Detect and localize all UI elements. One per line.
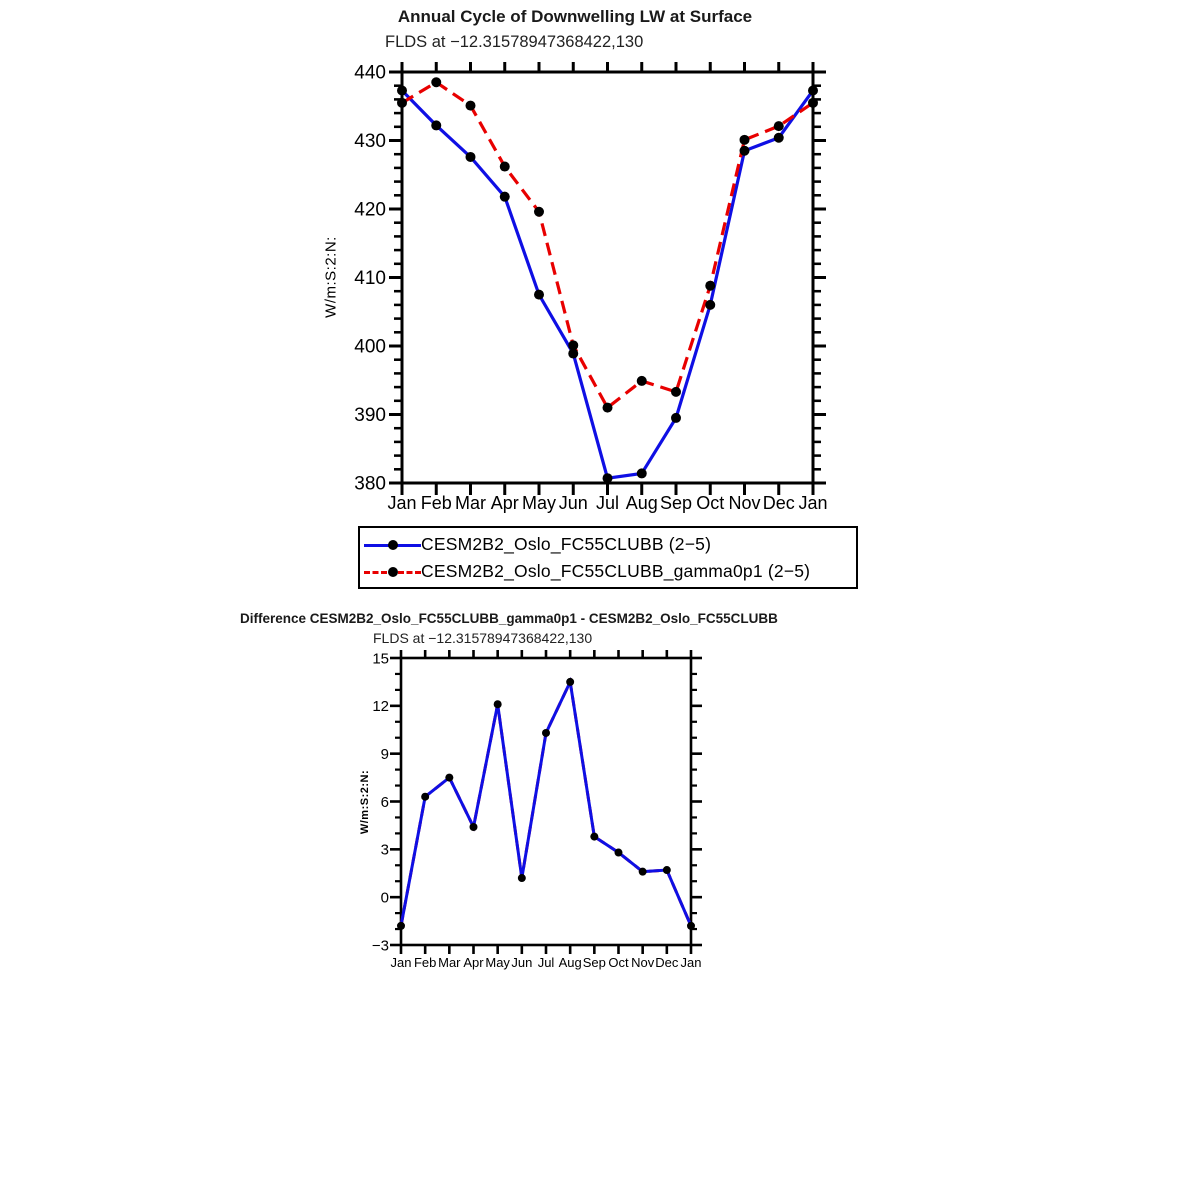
data-point [518, 874, 526, 882]
data-point [671, 413, 681, 423]
data-point [566, 678, 574, 686]
data-point [615, 849, 623, 857]
bottom-chart-subtitle: FLDS at −12.31578947368422,130 [373, 630, 593, 646]
plot-frame [402, 72, 813, 483]
top-chart-title: Annual Cycle of Downwelling LW at Surface [397, 7, 753, 26]
data-point [603, 473, 613, 483]
y-tick-label: 390 [354, 405, 386, 427]
data-point [470, 823, 478, 831]
bottom-chart-y-axis-label: W/m:S:2:N: [359, 769, 371, 835]
legend-row [364, 531, 856, 558]
legend-line-sample-solid [364, 540, 421, 550]
y-tick-label: 0 [380, 889, 389, 907]
data-point [500, 162, 510, 172]
data-point [494, 700, 502, 708]
x-tick-label: Feb [413, 955, 437, 970]
x-tick-label: Dec [762, 493, 795, 513]
data-point [740, 146, 750, 156]
data-point [397, 85, 407, 95]
x-tick-label: May [521, 493, 557, 513]
y-tick-label: 3 [380, 841, 389, 859]
y-tick-label: 430 [354, 131, 386, 153]
data-point [397, 922, 405, 930]
marker-dot-icon [388, 540, 398, 550]
series-line [402, 82, 813, 407]
legend-label: CESM2B2_Oslo_FC55CLUBB (2−5) [421, 534, 712, 554]
data-point [639, 868, 647, 876]
y-tick-label: −3 [371, 937, 389, 955]
x-tick-label: Apr [490, 493, 519, 513]
x-tick-label: Jul [537, 955, 555, 970]
data-point [637, 376, 647, 386]
data-point [445, 774, 453, 782]
data-point [774, 121, 784, 131]
data-point [534, 290, 544, 300]
x-tick-label: Jul [595, 493, 620, 513]
legend-line-sample-dashed [364, 567, 421, 577]
y-tick-label: 400 [354, 336, 386, 358]
data-point [431, 77, 441, 87]
x-tick-label: Oct [608, 955, 629, 970]
series-line [402, 90, 813, 478]
x-tick-label: Jan [390, 955, 412, 970]
data-point [590, 833, 598, 841]
x-tick-label: Sep [582, 955, 606, 970]
x-tick-label: Jun [558, 493, 588, 513]
legend-row [364, 558, 856, 585]
data-point [397, 98, 407, 108]
x-tick-label: Oct [696, 493, 725, 513]
data-point [637, 468, 647, 478]
y-tick-label: 380 [354, 473, 386, 495]
bottom-chart-canvas [330, 640, 720, 975]
series-line [401, 682, 691, 926]
data-point [500, 192, 510, 202]
x-tick-label: Apr [463, 955, 484, 970]
data-point [466, 152, 476, 162]
data-point [808, 98, 818, 108]
data-point [705, 281, 715, 291]
data-point [431, 120, 441, 130]
y-tick-label: 12 [372, 698, 389, 716]
data-point [466, 101, 476, 111]
y-tick-label: 6 [380, 793, 389, 811]
x-tick-label: Dec [655, 955, 679, 970]
data-point [534, 207, 544, 217]
x-tick-label: Jan [387, 493, 417, 513]
data-point [808, 85, 818, 95]
data-point [542, 729, 550, 737]
x-tick-label: Nov [728, 493, 761, 513]
bottom-chart-title: Difference CESM2B2_Oslo_FC55CLUBB_gamma0p1 - CESM2B2_Oslo_FC55CLUBB [240, 611, 778, 626]
x-tick-label: Jun [511, 955, 533, 970]
x-tick-label: Jan [680, 955, 702, 970]
series-line [401, 682, 691, 926]
data-point [568, 340, 578, 350]
data-point [421, 793, 429, 801]
x-tick-label: Mar [455, 493, 486, 513]
y-tick-label: 440 [354, 62, 386, 84]
marker-dot-icon [388, 567, 398, 577]
top-chart-subtitle: FLDS at −12.31578947368422,130 [385, 33, 644, 51]
x-tick-label: Nov [631, 955, 655, 970]
data-point [663, 866, 671, 874]
y-tick-label: 9 [380, 745, 389, 763]
x-tick-label: Jan [798, 493, 828, 513]
top-chart-canvas [300, 50, 880, 520]
x-tick-label: Mar [438, 955, 461, 970]
data-point [740, 135, 750, 145]
y-tick-label: 15 [372, 650, 389, 668]
data-point [687, 922, 695, 930]
legend [358, 526, 858, 589]
y-tick-label: 420 [354, 199, 386, 221]
data-point [671, 387, 681, 397]
top-chart-y-axis-label: W/m:S:2:N: [322, 236, 340, 318]
x-tick-label: Sep [659, 493, 693, 513]
data-point [774, 133, 784, 143]
data-point [705, 300, 715, 310]
x-tick-label: Feb [420, 493, 452, 513]
x-tick-label: Aug [558, 955, 582, 970]
legend-label: CESM2B2_Oslo_FC55CLUBB_gamma0p1 (2−5) [421, 561, 811, 581]
x-tick-label: May [485, 955, 510, 970]
plot-frame [401, 658, 691, 945]
data-point [603, 403, 613, 413]
x-tick-label: Aug [625, 493, 658, 513]
y-tick-label: 410 [354, 268, 386, 290]
